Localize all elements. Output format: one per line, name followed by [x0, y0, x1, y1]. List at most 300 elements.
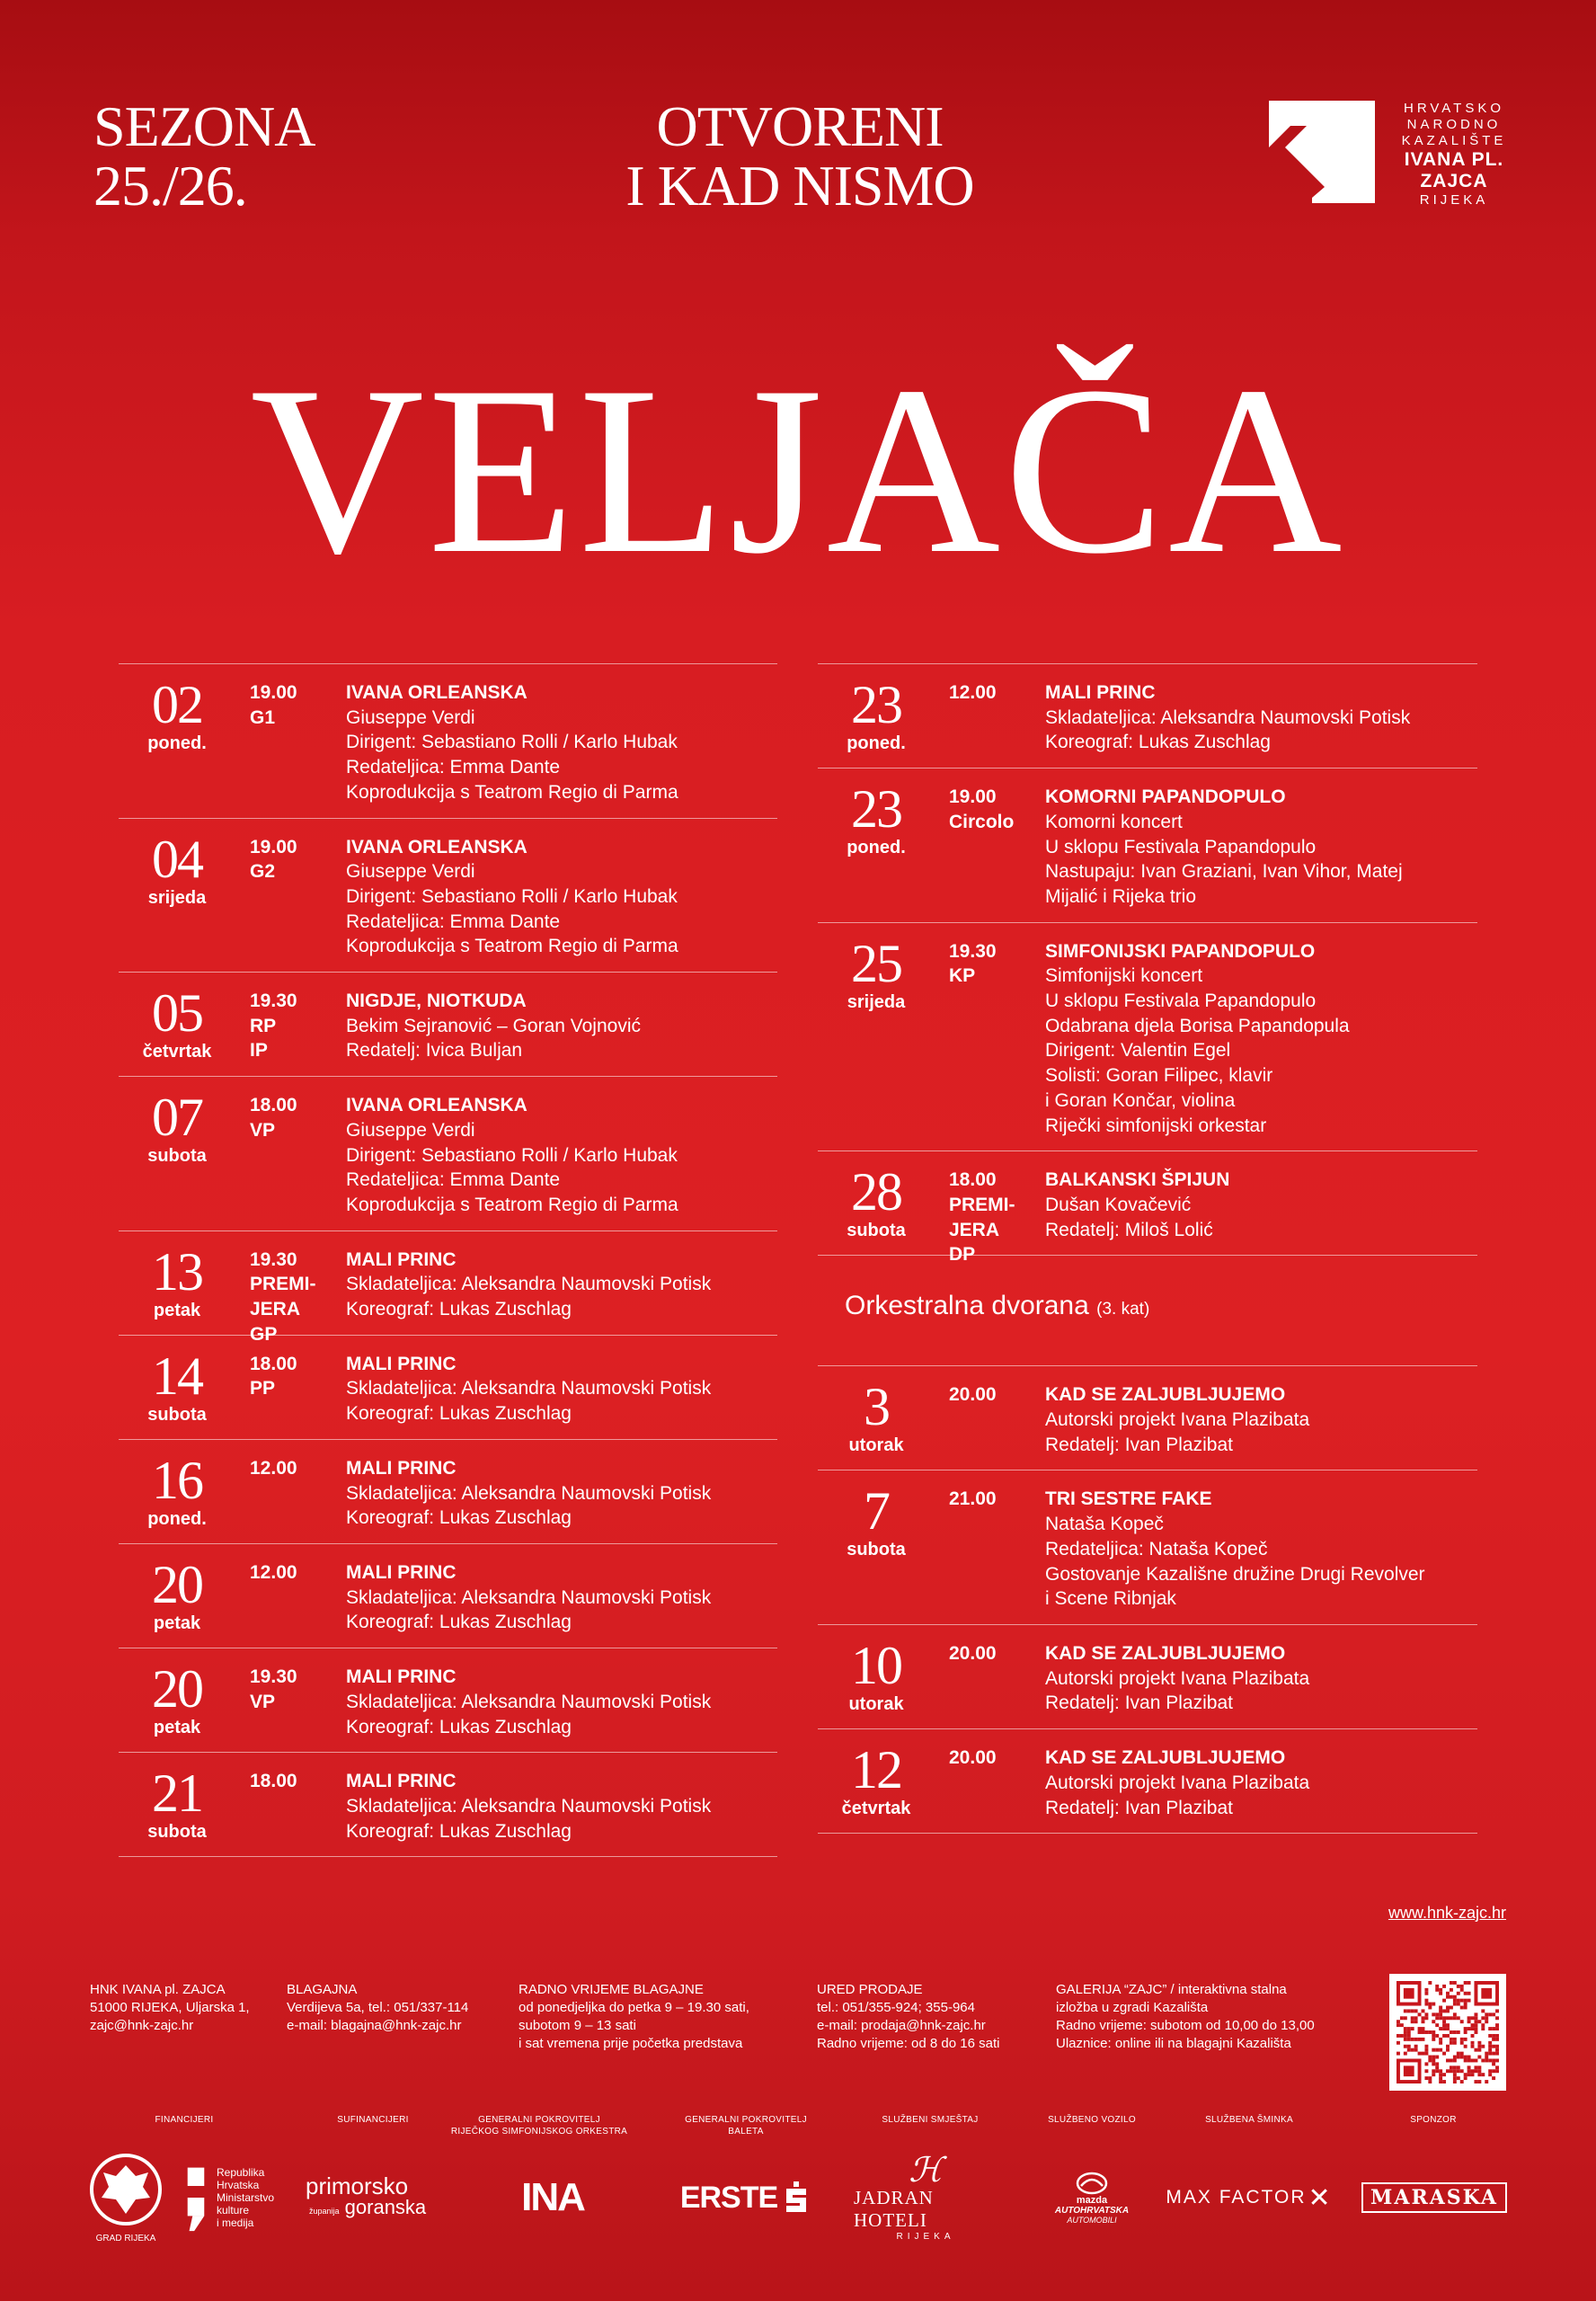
logo-line-5: ZAJCA [1420, 171, 1488, 191]
mazda-logo-icon [1076, 2172, 1108, 2195]
event-venue-code: G1 [250, 706, 276, 728]
event-detail-line: Koreograf: Lukas Zuschlag [346, 1403, 572, 1425]
event-detail-line: Dirigent: Valentin Egel [1045, 1040, 1231, 1062]
ministry-mark-icon [184, 2162, 208, 2234]
footer-gallery-line: Radno vrijeme: subotom od 10,00 do 13,00 [1056, 2018, 1315, 2033]
event-row [818, 1150, 1477, 1266]
ministry-text-line: Hrvatska [216, 2179, 260, 2191]
goranska-label: goranska [344, 2196, 427, 2218]
event-info [346, 680, 777, 805]
event-row [818, 1470, 1477, 1624]
footer-address-line: HNK IVANA pl. ZAJCA [90, 1982, 226, 1997]
event-detail-line: Skladateljica: Aleksandra Naumovski Potisk [346, 1586, 712, 1608]
primorsko-label: primorsko [306, 2172, 409, 2199]
theatre-logo-text [1396, 101, 1512, 209]
label-sponzor: SPONZOR [1410, 2115, 1457, 2125]
event-day: 3 [864, 1377, 889, 1437]
footer-address-line: zajc@hnk-zajc.hr [90, 2018, 194, 2033]
event-title: KAD SE ZALJUBLJUJEMO [1045, 1642, 1286, 1664]
footer-sales-line: e-mail: prodaja@hnk-zajc.hr [817, 2018, 986, 2033]
event-detail-line: Koreograf: Lukas Zuschlag [346, 1299, 572, 1320]
footer-gallery [1056, 1981, 1315, 2053]
event-weekday: utorak [848, 1693, 904, 1714]
event-info [346, 1093, 777, 1218]
event-info [346, 835, 777, 960]
event-title: TRI SESTRE FAKE [1045, 1488, 1212, 1510]
event-detail-line: Autorski projekt Ivana Plazibata [1045, 1409, 1310, 1431]
event-row [119, 1439, 777, 1543]
event-detail-line: Koreograf: Lukas Zuschlag [346, 1612, 572, 1633]
event-venue-code: RP [250, 1015, 277, 1036]
event-row [119, 1648, 777, 1752]
event-detail-line: Giuseppe Verdi [346, 1119, 475, 1141]
label-gp-orkestar-line-1: GENERALNI POKROVITELJ [478, 2115, 600, 2125]
event-weekday: poned. [147, 1508, 207, 1529]
event-venue-code: G2 [250, 861, 276, 883]
event-time: 20.00 [949, 1384, 997, 1406]
event-venue-code: PREMI- [250, 1274, 316, 1295]
event-weekday: petak [153, 1300, 201, 1320]
event-time: 19.00 [250, 682, 297, 703]
event-detail-line: Skladateljica: Aleksandra Naumovski Potisk [346, 1274, 712, 1295]
footer-box-office [287, 1981, 468, 2035]
event-time: 19.30 [250, 991, 297, 1012]
event-day: 05 [152, 983, 202, 1044]
footer-gallery-line: GALERIJA “ZAJC” / interaktivna stalna [1056, 1982, 1287, 1997]
footer-box-office-hours [519, 1981, 749, 2053]
event-weekday: subota [147, 1822, 207, 1843]
event-detail-line: Koreograf: Lukas Zuschlag [346, 1507, 572, 1529]
event-day: 23 [851, 779, 901, 840]
label-smjestaj: SLUŽBENI SMJEŠTAJ [882, 2115, 979, 2125]
event-time: 19.30 [949, 940, 997, 962]
event-date [818, 1162, 935, 1241]
city-crest-icon [89, 2153, 163, 2226]
event-info [346, 989, 777, 1063]
event-time-venue [949, 1746, 997, 1771]
event-weekday: poned. [847, 838, 906, 858]
footer-box-office-line: Verdijeva 5a, tel.: 051/337-114 [287, 2000, 469, 2015]
sponsor-ministry [184, 2148, 274, 2247]
jadran-sub-label: RIJEKA [896, 2231, 955, 2242]
event-date [119, 675, 235, 754]
ministry-text-line: Ministarstvo [216, 2191, 274, 2204]
event-title: MALI PRINC [1045, 682, 1156, 703]
logo-line-6: RIJEKA [1419, 192, 1489, 208]
event-detail-line: Dirigent: Sebastiano Rolli / Karlo Hubak [346, 1144, 678, 1166]
event-detail-line: Komorni koncert [1045, 811, 1183, 832]
event-detail-line: Koprodukcija s Teatrom Regio di Parma [346, 1194, 678, 1215]
event-day: 12 [851, 1740, 901, 1800]
event-detail-line: Simfonijski koncert [1045, 965, 1203, 987]
footer-hours-line: RADNO VRIJEME BLAGAJNE [519, 1982, 704, 1997]
orchestral-hall-title: Orkestralna dvorana [845, 1291, 1089, 1321]
event-date [119, 829, 235, 909]
label-sufinancijeri: SUFINANCIJERI [337, 2115, 409, 2125]
event-row [818, 922, 1477, 1151]
label-gp-balet-line-1: GENERALNI POKROVITELJ [685, 2115, 807, 2125]
footer-sales-office [817, 1981, 999, 2053]
event-info [346, 1352, 777, 1426]
event-row [818, 663, 1477, 768]
event-date [818, 675, 935, 754]
event-day: 25 [851, 933, 901, 993]
event-info [1045, 785, 1477, 910]
grad-rijeka-label: GRAD RIJEKA [95, 2233, 156, 2243]
event-date [818, 1635, 935, 1715]
event-time: 19.30 [250, 1248, 297, 1270]
event-time: 12.00 [949, 682, 997, 703]
erste-label: ERSTE [679, 2180, 778, 2215]
event-time-venue [949, 680, 997, 706]
event-detail-line: Redatelj: Ivan Plazibat [1045, 1692, 1233, 1714]
event-time-venue [250, 1093, 297, 1142]
sponsor-jadran-hoteli [854, 2148, 998, 2247]
event-day: 10 [851, 1635, 901, 1695]
event-info [1045, 939, 1477, 1139]
orchestral-hall-heading [818, 1256, 1477, 1365]
event-detail-line: Skladateljica: Aleksandra Naumovski Potisk [1045, 706, 1411, 728]
slogan-line-2: I KAD NISMO [625, 154, 974, 218]
event-time: 19.00 [949, 786, 997, 808]
event-detail-line: Redatelj: Ivica Buljan [346, 1040, 523, 1062]
event-title: IVANA ORLEANSKA [346, 682, 528, 703]
event-venue-code: Circolo [949, 811, 1015, 832]
event-weekday: subota [847, 1540, 906, 1560]
event-time: 12.00 [250, 1561, 297, 1583]
event-time: 19.30 [250, 1666, 297, 1688]
event-detail-line: i Scene Ribnjak [1045, 1588, 1176, 1610]
logo-line-1: HRVATSKO [1403, 101, 1505, 116]
event-detail-line: Nastupaju: Ivan Graziani, Ivan Vihor, Matej [1045, 861, 1403, 883]
footer-sales-line: URED PRODAJE [817, 1982, 923, 1997]
event-date [119, 1764, 235, 1843]
label-gp-orkestar-line-2: RIJEČKOG SIMFONIJSKOG ORKESTRA [450, 2127, 628, 2137]
zupanija-label: županija [309, 2207, 340, 2216]
event-time: 12.00 [250, 1457, 297, 1479]
event-title: MALI PRINC [346, 1561, 457, 1583]
event-day: 07 [152, 1088, 202, 1148]
event-time: 18.00 [250, 1353, 297, 1374]
orchestral-hall-floor: (3. kat) [1096, 1300, 1150, 1319]
event-detail-line: Dirigent: Sebastiano Rolli / Karlo Hubak [346, 732, 678, 753]
event-time: 18.00 [250, 1095, 297, 1116]
event-detail-line: Mijalić i Rijeka trio [1045, 885, 1197, 907]
event-date [119, 1346, 235, 1426]
event-detail-line: Bekim Sejranović – Goran Vojnović [346, 1015, 641, 1036]
event-row [119, 1543, 777, 1648]
event-info [346, 1560, 777, 1635]
event-time-venue [949, 785, 1014, 834]
event-venue-code: DP [949, 1244, 976, 1266]
event-weekday: poned. [847, 733, 906, 753]
season-line-1: SEZONA [93, 94, 315, 158]
event-time-venue [250, 1769, 297, 1794]
event-row [119, 818, 777, 973]
max-factor-label: MAX FACTOR [1166, 2187, 1307, 2208]
event-time-venue [949, 1487, 997, 1512]
ministry-text-line: kulture [216, 2204, 250, 2217]
sponsor-ina: INA [521, 2175, 584, 2219]
event-detail-line: Redateljica: Nataša Kopeč [1045, 1538, 1268, 1559]
event-date [818, 1481, 935, 1560]
event-time: 19.00 [250, 836, 297, 857]
label-vozilo: SLUŽBENO VOZILO [1048, 2115, 1136, 2125]
event-time-venue [250, 835, 297, 884]
season-heading [93, 94, 315, 218]
event-detail-line: Skladateljica: Aleksandra Naumovski Potisk [346, 1378, 712, 1399]
event-weekday: petak [153, 1718, 201, 1738]
event-time-venue [250, 1456, 297, 1481]
event-detail-line: Solisti: Goran Filipec, klavir [1045, 1065, 1273, 1087]
sponsor-erste [678, 2148, 813, 2247]
footer-gallery-line: Ulaznice: online ili na blagajni Kazališta [1056, 2036, 1291, 2051]
event-venue-code: IP [250, 1040, 268, 1062]
footer-hours-line: i sat vremena prije početka predstava [519, 2036, 743, 2051]
event-title: IVANA ORLEANSKA [346, 836, 528, 857]
event-venue-code: GP [250, 1323, 278, 1345]
event-weekday: utorak [848, 1435, 904, 1456]
event-row [818, 1624, 1477, 1728]
event-date [119, 1450, 235, 1530]
event-detail-line: Giuseppe Verdi [346, 706, 475, 728]
event-venue-code: PREMI- [949, 1194, 1015, 1215]
event-detail-line: Redatelj: Ivan Plazibat [1045, 1434, 1233, 1455]
label-gp-balet [674, 2114, 818, 2137]
event-title: MALI PRINC [346, 1353, 457, 1374]
theatre-logo-mark-icon [1269, 101, 1375, 203]
event-title: SIMFONIJSKI PAPANDOPULO [1045, 940, 1316, 962]
event-title: MALI PRINC [346, 1457, 457, 1479]
event-time-venue [250, 680, 297, 730]
event-detail-line: Riječki simfonijski orkestar [1045, 1115, 1267, 1136]
event-detail-line: Skladateljica: Aleksandra Naumovski Potisk [346, 1691, 712, 1712]
event-title: MALI PRINC [346, 1248, 457, 1270]
main-stage-events [818, 663, 1477, 1266]
event-time-venue [949, 1382, 997, 1408]
theatre-logo [1269, 101, 1506, 207]
logo-line-3: KAZALIŠTE [1401, 133, 1507, 148]
event-info [346, 1769, 777, 1843]
event-venue-code: JERA [250, 1299, 301, 1320]
event-venue-code: JERA [949, 1219, 1000, 1240]
event-detail-line: Dirigent: Sebastiano Rolli / Karlo Hubak [346, 885, 678, 907]
sponsor-maraska [1357, 2148, 1512, 2247]
event-day: 16 [152, 1450, 202, 1510]
event-weekday: subota [847, 1221, 906, 1241]
sponsor-max-factor [1164, 2148, 1334, 2247]
event-detail-line: Koreograf: Lukas Zuschlag [1045, 732, 1271, 753]
logo-line-4: IVANA PL. [1404, 149, 1504, 170]
jadran-monogram-icon: ℋ [909, 2151, 943, 2190]
event-time: 20.00 [949, 1747, 997, 1769]
event-time-venue [949, 939, 997, 989]
event-weekday: četvrtak [142, 1042, 212, 1062]
event-time: 18.00 [250, 1771, 297, 1792]
event-info [1045, 680, 1477, 755]
footer-address-line: 51000 RIJEKA, Uljarska 1, [90, 2000, 250, 2015]
max-factor-x-icon: ✕ [1308, 2182, 1333, 2213]
ministry-text-line: Republika [216, 2166, 265, 2179]
automobili-label: AUTOMOBILI [1067, 2215, 1117, 2225]
event-detail-line: Giuseppe Verdi [346, 861, 475, 883]
sponsor-primorsko-goranska [306, 2148, 440, 2247]
footer-sales-line: tel.: 051/355-924; 355-964 [817, 2000, 975, 2015]
event-info [346, 1665, 777, 1739]
event-day: 20 [152, 1554, 202, 1614]
event-weekday: subota [147, 1146, 207, 1167]
event-row [818, 1365, 1477, 1470]
event-detail-line: Koprodukcija s Teatrom Regio di Parma [346, 936, 678, 957]
slogan-line-1: OTVORENI [656, 94, 944, 158]
label-gp-balet-line-2: BALETA [728, 2127, 764, 2137]
events-right-column [818, 663, 1477, 1834]
event-weekday: poned. [147, 733, 207, 753]
season-line-2: 25./26. [93, 154, 247, 218]
event-detail-line: Gostovanje Kazališne družine Drugi Revolver [1045, 1563, 1425, 1585]
event-detail-line: i Goran Končar, violina [1045, 1089, 1236, 1111]
qr-code[interactable] [1389, 1974, 1506, 2091]
ministry-text-line: i medija [216, 2217, 254, 2229]
event-detail-line: Koreograf: Lukas Zuschlag [346, 1820, 572, 1842]
events-left-column [119, 663, 777, 1857]
qr-code-icon [1396, 1981, 1499, 2083]
label-gp-orkestar [449, 2114, 629, 2137]
event-venue-code: VP [250, 1119, 276, 1141]
event-detail-line: U sklopu Festivala Papandopulo [1045, 836, 1317, 857]
slogan-heading [575, 94, 1024, 218]
event-detail-line: Skladateljica: Aleksandra Naumovski Potisk [346, 1795, 712, 1817]
event-day: 13 [152, 1241, 202, 1302]
event-detail-line: Redatelj: Ivan Plazibat [1045, 1797, 1233, 1818]
event-venue-code: PP [250, 1378, 276, 1399]
event-info [1045, 1641, 1477, 1716]
event-detail-line: Koprodukcija s Teatrom Regio di Parma [346, 781, 678, 803]
event-title: MALI PRINC [346, 1771, 457, 1792]
footer-hours-line: od ponedjeljka do petka 9 – 19.30 sati, [519, 2000, 749, 2015]
event-date [119, 1659, 235, 1738]
sponsor-mazda [1042, 2148, 1141, 2247]
event-weekday: subota [147, 1404, 207, 1425]
event-day: 28 [851, 1162, 901, 1222]
event-time-venue [949, 1641, 997, 1666]
event-time: 18.00 [949, 1169, 997, 1191]
event-title: MALI PRINC [346, 1666, 457, 1688]
event-day: 7 [864, 1481, 889, 1541]
event-row [818, 1728, 1477, 1834]
event-info [1045, 1168, 1477, 1242]
event-row [119, 1335, 777, 1439]
erste-s-icon [781, 2181, 811, 2214]
event-info [1045, 1487, 1477, 1612]
label-financijeri: FINANCIJERI [155, 2115, 214, 2125]
website-link[interactable]: www.hnk-zajc.hr [1388, 1904, 1506, 1922]
event-day: 23 [851, 675, 901, 734]
jadran-label: JADRAN HOTELI [854, 2186, 934, 2231]
footer-box-office-line: e-mail: blagajna@hnk-zajc.hr [287, 2018, 462, 2033]
month-title: VELJAČA [250, 336, 1346, 603]
autohrvatska-label: AUTOHRVATSKA [1054, 2205, 1130, 2216]
event-detail-line: Odabrana djela Borisa Papandopula [1045, 1015, 1350, 1036]
mazda-label: mazda [1076, 2194, 1108, 2206]
event-day: 21 [152, 1764, 202, 1824]
event-time-venue [250, 1560, 297, 1586]
event-info [346, 1248, 777, 1322]
event-row [119, 1230, 777, 1345]
orchestral-hall-events [818, 1365, 1477, 1834]
event-title: KAD SE ZALJUBLJUJEMO [1045, 1747, 1286, 1769]
event-time-venue [250, 1352, 297, 1401]
event-date [818, 1377, 935, 1456]
event-weekday: srijeda [847, 991, 906, 1012]
event-title: BALKANSKI ŠPIJUN [1045, 1169, 1230, 1191]
event-date [818, 1740, 935, 1819]
maraska-label: MARASKA [1361, 2182, 1507, 2213]
event-info [1045, 1746, 1477, 1820]
event-detail-line: U sklopu Festivala Papandopulo [1045, 991, 1317, 1012]
event-info [346, 1456, 777, 1531]
event-row [818, 768, 1477, 922]
event-day: 14 [152, 1346, 202, 1406]
footer-box-office-line: BLAGAJNA [287, 1982, 358, 1997]
event-date [119, 1554, 235, 1634]
ministry-text [217, 2166, 274, 2229]
event-venue-code: KP [949, 965, 976, 987]
event-time: 21.00 [949, 1488, 997, 1510]
footer-hours-line: subotom 9 – 13 sati [519, 2018, 636, 2033]
event-detail-line: Redateljica: Emma Dante [346, 757, 561, 778]
event-title: NIGDJE, NIOTKUDA [346, 991, 527, 1012]
event-info [1045, 1382, 1477, 1457]
event-detail-line: Autorski projekt Ivana Plazibata [1045, 1667, 1310, 1689]
event-venue-code: VP [250, 1691, 276, 1712]
event-date [818, 933, 935, 1013]
footer-sales-line: Radno vrijeme: od 8 do 16 sati [817, 2036, 1000, 2051]
event-date [119, 1241, 235, 1321]
event-row [119, 972, 777, 1076]
event-weekday: petak [153, 1612, 201, 1633]
event-time-venue [250, 989, 297, 1063]
event-title: KOMORNI PAPANDOPULO [1045, 786, 1286, 808]
sponsor-grad-rijeka [81, 2148, 171, 2247]
event-date [119, 983, 235, 1062]
label-sminka: SLUŽBENA ŠMINKA [1205, 2115, 1293, 2125]
event-row [119, 1076, 777, 1230]
event-weekday: četvrtak [841, 1799, 911, 1819]
event-time-venue [250, 1248, 316, 1347]
event-detail-line: Skladateljica: Aleksandra Naumovski Potisk [346, 1482, 712, 1504]
event-day: 02 [152, 675, 202, 734]
event-detail-line: Autorski projekt Ivana Plazibata [1045, 1772, 1310, 1793]
footer-gallery-line: izložba u zgradi Kazališta [1056, 2000, 1209, 2015]
event-detail-line: Koreograf: Lukas Zuschlag [346, 1716, 572, 1737]
event-detail-line: Nataša Kopeč [1045, 1514, 1164, 1535]
event-weekday: srijeda [147, 887, 207, 908]
logo-line-2: NARODNO [1406, 117, 1502, 132]
event-day: 20 [152, 1659, 202, 1719]
event-date [119, 1088, 235, 1167]
event-row [119, 663, 777, 818]
event-detail-line: Redateljica: Emma Dante [346, 1169, 561, 1191]
event-detail-line: Redatelj: Miloš Lolić [1045, 1219, 1213, 1240]
event-row [119, 1752, 777, 1857]
event-time: 20.00 [949, 1642, 997, 1664]
event-day: 04 [152, 829, 202, 889]
event-time-venue [949, 1168, 1015, 1267]
event-date [818, 779, 935, 858]
event-detail-line: Dušan Kovačević [1045, 1194, 1192, 1215]
footer-address [90, 1981, 250, 2035]
